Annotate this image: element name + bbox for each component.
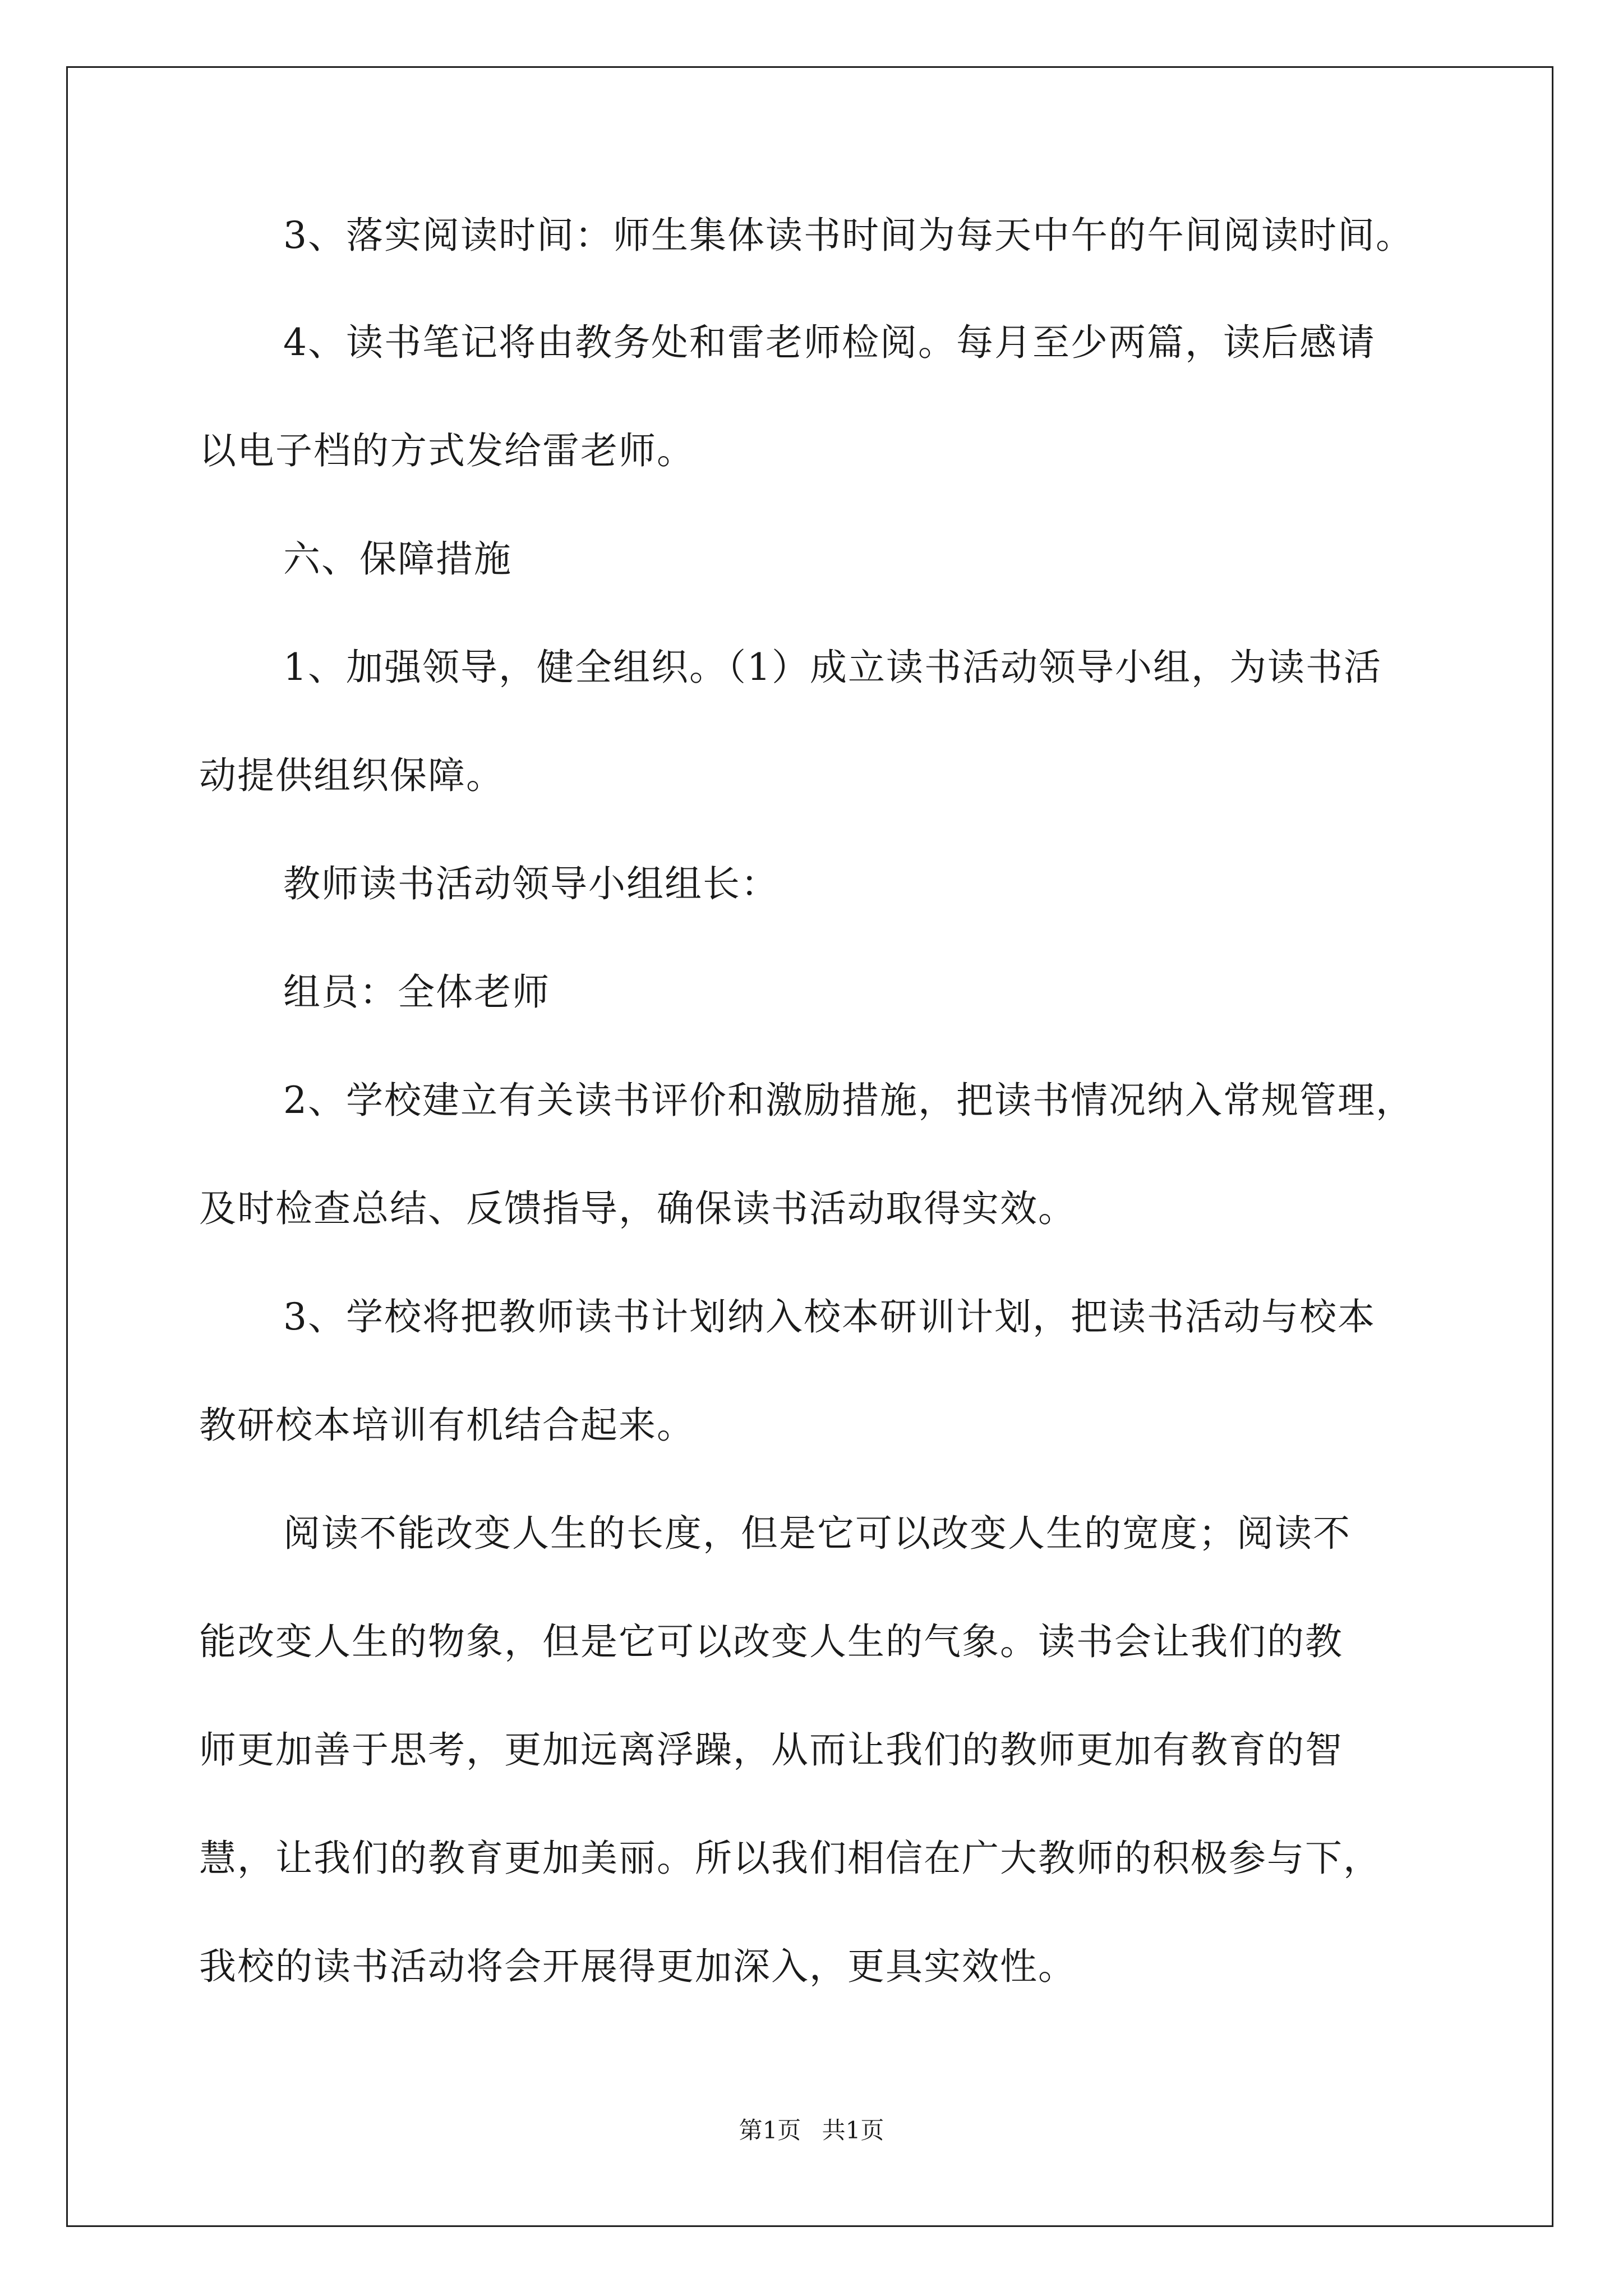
paragraph-line: 1、加强领导，健全组织。（1）成立读书活动领导小组，为读书活 bbox=[283, 646, 1382, 689]
section-heading: 六、保障措施 bbox=[283, 537, 512, 581]
page-number: 第1页 bbox=[739, 2116, 801, 2144]
paragraph-line: 教研校本培训有机结合起来。 bbox=[199, 1404, 695, 1447]
paragraph-line: 3、学校将把教师读书计划纳入校本研训计划，把读书活动与校本 bbox=[283, 1295, 1376, 1338]
paragraph-line: 慧，让我们的教育更加美丽。所以我们相信在广大教师的积极参与下， bbox=[199, 1837, 1381, 1880]
paragraph-line: 能改变人生的物象，但是它可以改变人生的气象。读书会让我们的教 bbox=[199, 1620, 1343, 1663]
paragraph-line: 动提供组织保障。 bbox=[199, 754, 504, 797]
page-border bbox=[66, 66, 1553, 2227]
paragraph-line: 4、读书笔记将由教务处和雷老师检阅。每月至少两篇，读后感请 bbox=[283, 321, 1376, 364]
page-total: 共1页 bbox=[822, 2116, 884, 2144]
paragraph-line: 以电子档的方式发给雷老师。 bbox=[199, 429, 695, 472]
paragraph-line: 2、学校建立有关读书评价和激励措施，把读书情况纳入常规管理， bbox=[283, 1079, 1414, 1122]
paragraph-line: 及时检查总结、反馈指导，确保读书活动取得实效。 bbox=[199, 1187, 1076, 1230]
paragraph-line: 我校的读书活动将会开展得更加深入，更具实效性。 bbox=[199, 1945, 1076, 1988]
paragraph-line: 师更加善于思考，更加远离浮躁，从而让我们的教师更加有教育的智 bbox=[199, 1728, 1343, 1772]
paragraph-line: 3、落实阅读时间：师生集体读书时间为每天中午的午间阅读时间。 bbox=[283, 214, 1414, 257]
page-footer bbox=[0, 2114, 1623, 2147]
paragraph-line: 阅读不能改变人生的长度，但是它可以改变人生的宽度；阅读不 bbox=[283, 1512, 1351, 1555]
paragraph-line: 组员：全体老师 bbox=[283, 970, 550, 1014]
paragraph-line: 教师读书活动领导小组组长： bbox=[283, 862, 779, 905]
